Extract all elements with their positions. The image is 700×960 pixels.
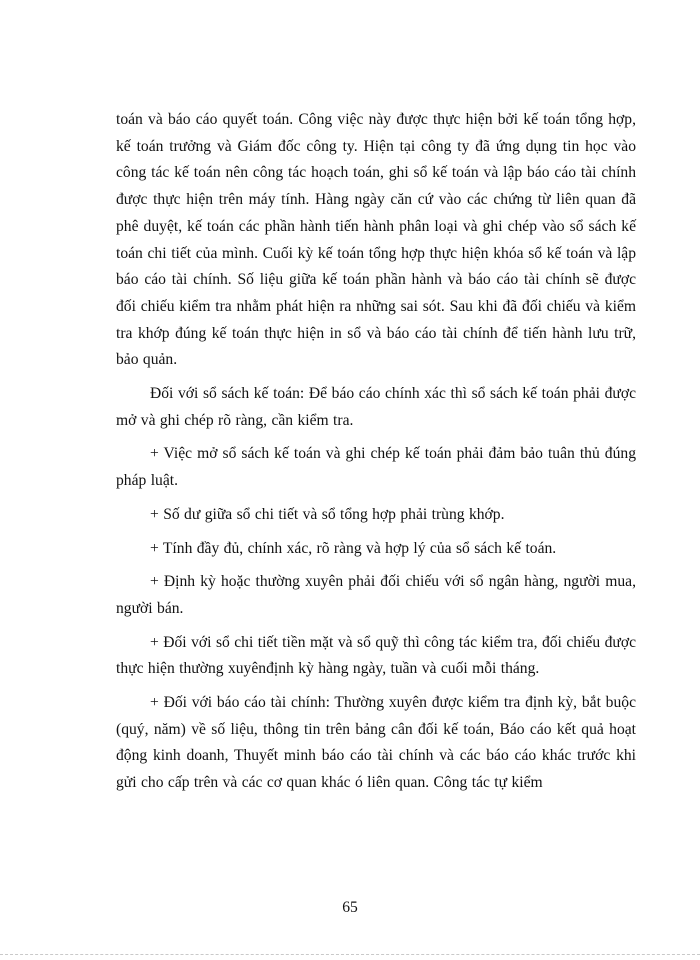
page-bottom-divider [0, 954, 700, 955]
list-item-open-books: + Việc mở sổ sách kế toán và ghi chép kế toán phải đảm bảo tuân thủ đúng pháp luật. [116, 445, 636, 490]
list-item-cash-ledger: + Đối với sổ chi tiết tiền mặt và sổ quỹ thì công tác kiểm tra, đối chiếu được thực hiện thường xuyênđịnh kỳ hàng ngày, tuần và cuối mỗi tháng. [116, 633, 636, 678]
paragraph-accounting-books: Đối với sổ sách kế toán: Để báo cáo chính xác thì sổ sách kế toán phải được mở và ghi chép rõ ràng, cần kiểm tra. [116, 385, 636, 429]
page-number: 65 [342, 899, 358, 916]
list-item-reconcile-bank: + Định kỳ hoặc thường xuyên phải đối chiếu với sổ ngân hàng, người mua, người bán. [116, 573, 636, 617]
list-item-financial-reports: + Đối với báo cáo tài chính: Thường xuyên được kiểm tra định kỳ, bắt buộc (quý, năm) về số liệu, thông tin trên bảng cân đối kế toán, Báo cáo kết quả hoạt động kinh doanh, Thuyết minh báo cáo tài chính và các báo cáo khác trước khi gửi cho cấp trên và các cơ quan khác ó liên quan. Công tác tự kiểm [116, 694, 636, 792]
paragraph-continuation: toán và báo cáo quyết toán. Công việc này được thực hiện bởi kế toán tổng hợp, kế toán trưởng và Giám đốc công ty. Hiện tại công ty đã ứng dụng tin học vào công tác kế toán nên công tác hoạch toán, ghi sổ kế toán và lập báo cáo tài chính được thực hiện trên máy tính. Hàng ngày căn cứ vào các chứng từ liên quan đã phê duyệt, kế toán các phần hành tiến hành phân loại và ghi chép vào sổ sách kế toán chi tiết của mình. Cuối kỳ kế toán tổng hợp thực hiện khóa sổ kế toán và lập báo cáo tài chính. Số liệu giữa kế toán phần hành và báo cáo tài chính sẽ được đối chiếu kiểm tra nhằm phát hiện ra những sai sót. Sau khi đã đối chiếu và kiểm tra khớp đúng kế toán thực hiện in sổ và báo cáo tài chính để tiến hành lưu trữ, bảo quản. [116, 111, 636, 369]
body-text [116, 107, 636, 797]
list-item-completeness: + Tính đầy đủ, chính xác, rõ ràng và hợp lý của sổ sách kế toán. [150, 539, 557, 557]
list-item-balance-match: + Số dư giữa sổ chi tiết và sổ tổng hợp phải trùng khớp. [150, 505, 505, 523]
